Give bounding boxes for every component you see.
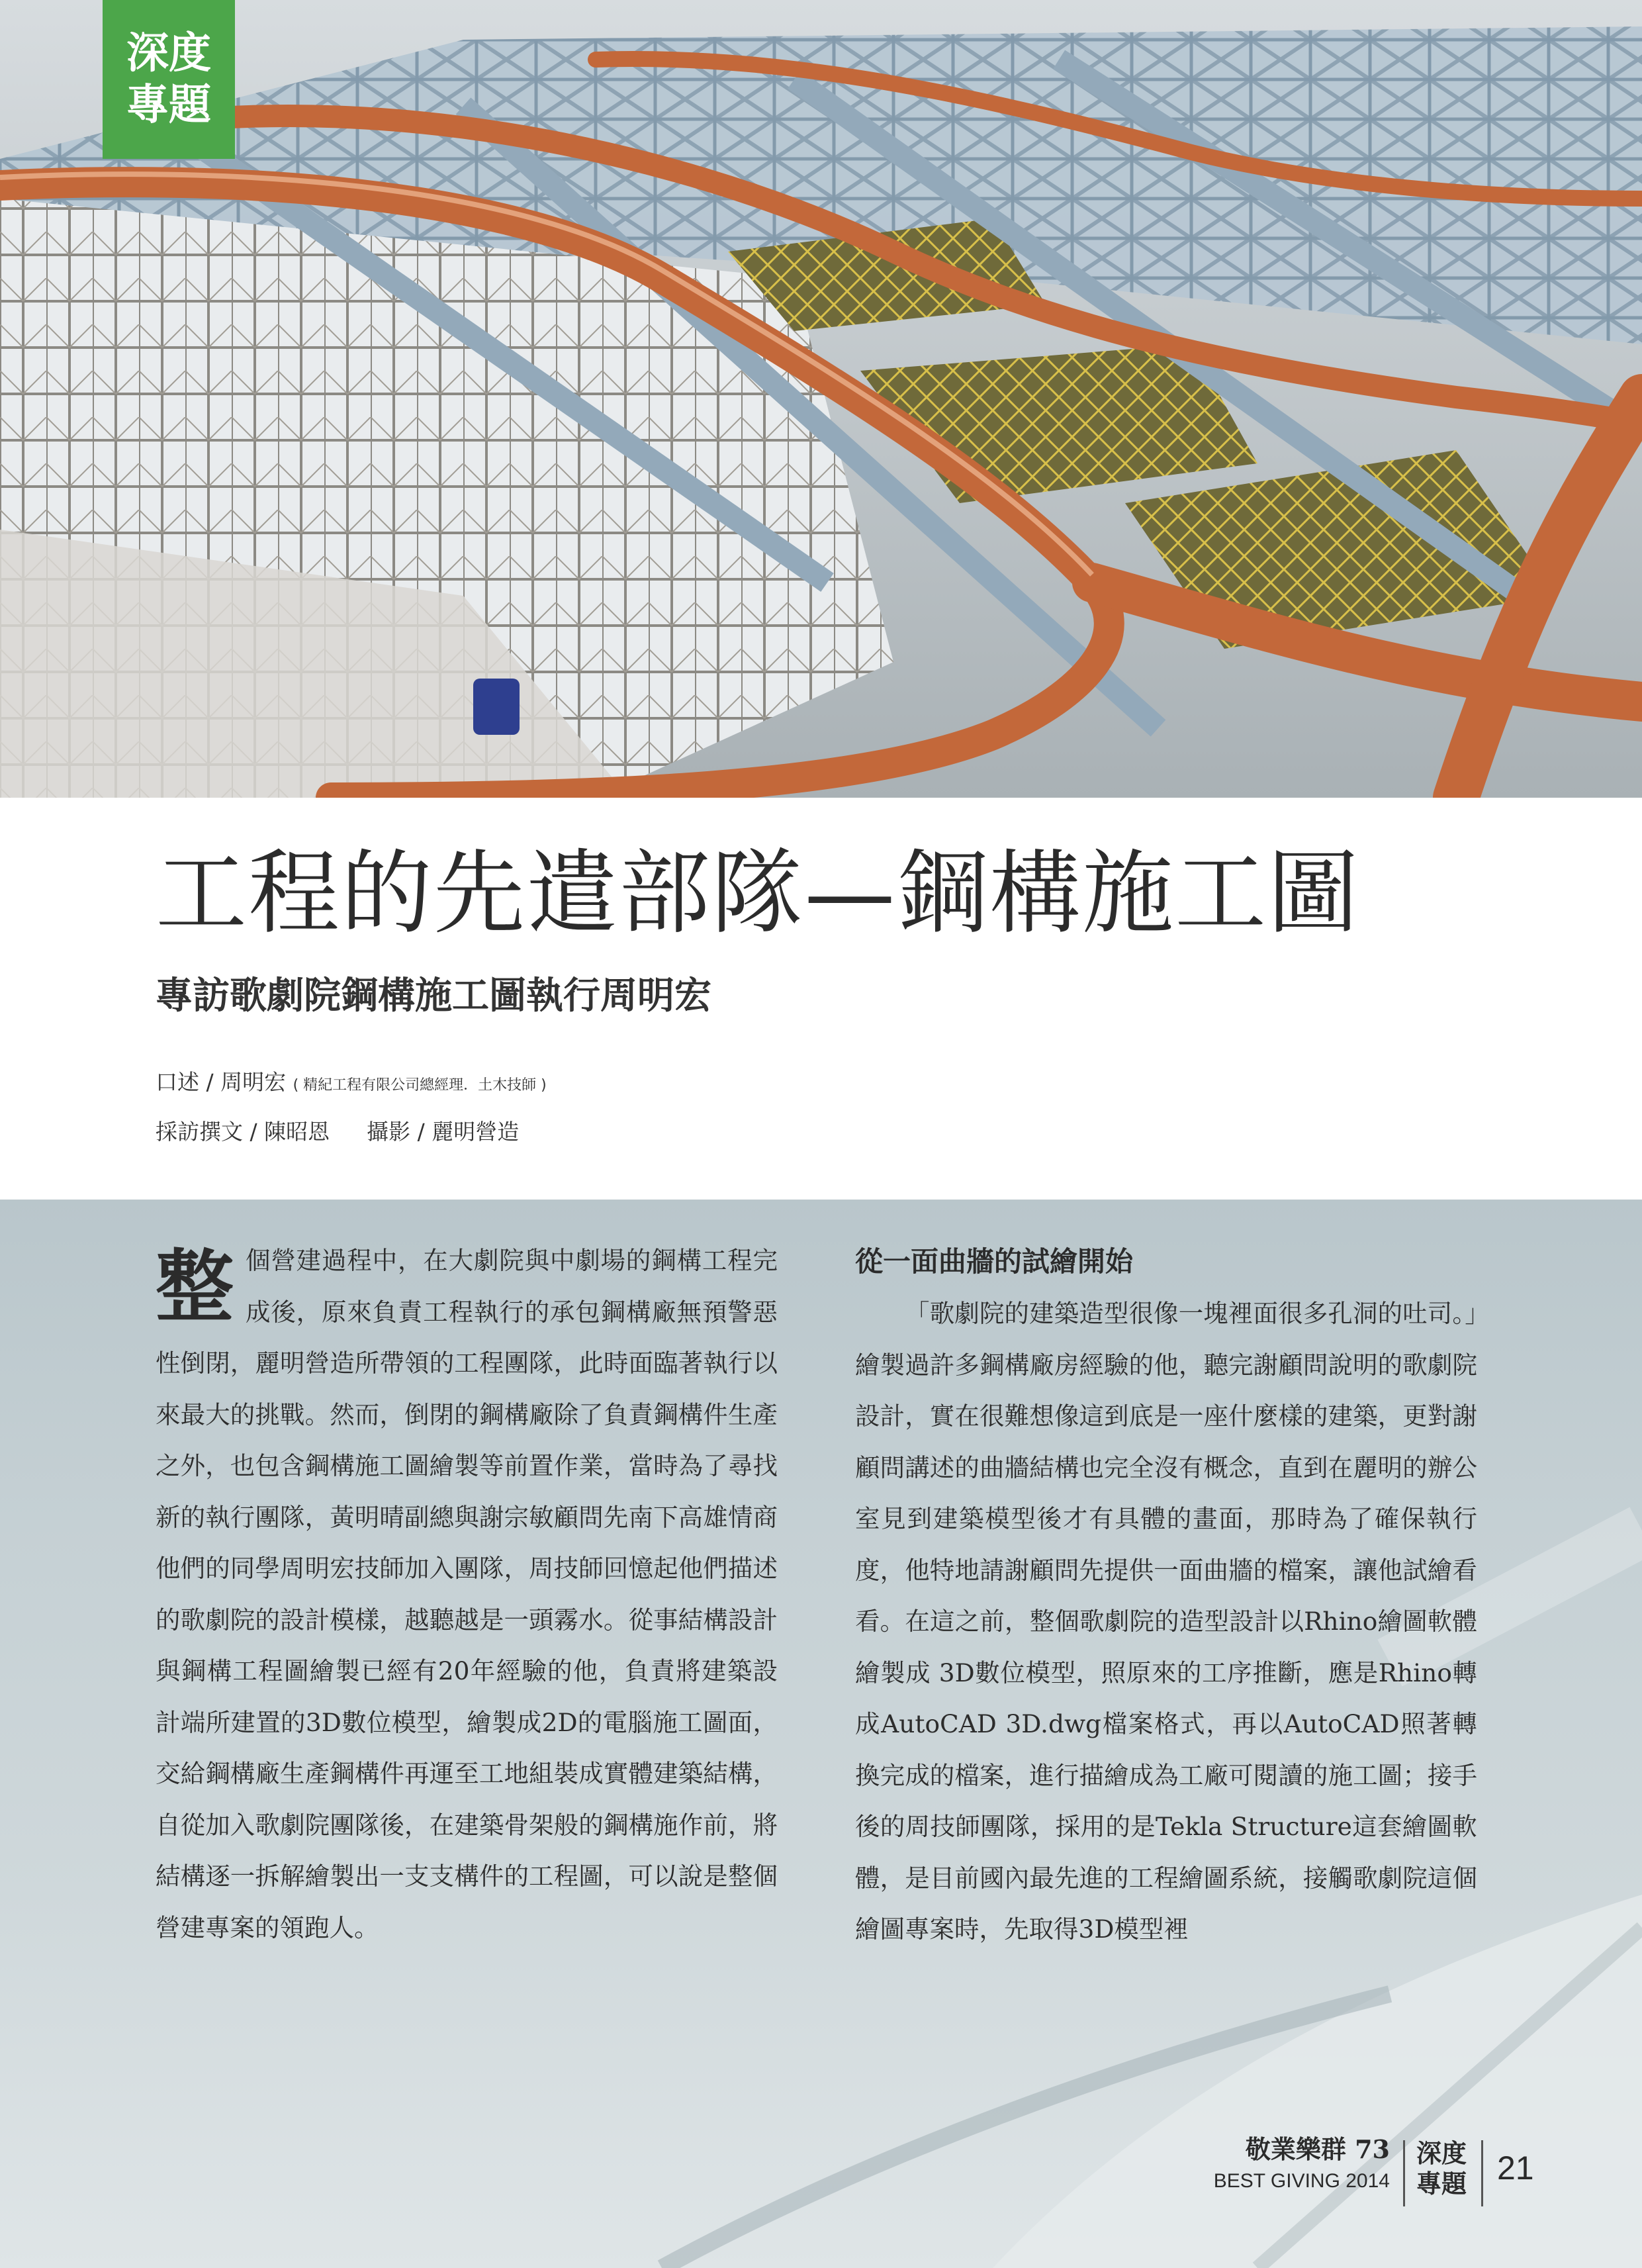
article-title: 工程的先遣部隊—鋼構施工圖 xyxy=(156,840,1361,947)
footer-section xyxy=(1415,2138,1468,2199)
credit-narrator-note: ( 精紀工程有限公司總經理．土木技師 ) xyxy=(293,1077,547,1094)
section-tag-line1: 深度 xyxy=(126,28,211,78)
right-paragraph: 「歌劇院的建築造型很像一塊裡面很多孔洞的吐司。」繪製過許多鋼構廠房經驗的他，聽完謝顧問說明的歌劇院設計，實在很難想像這到底是一座什麼樣的建築，更對謝顧問講述的曲牆結構也完全沒有概念，直到在麗明的辦公室見到建築模型後才有具體的畫面，那時為了確保執行度，他特地請謝顧問先提供一面曲牆的檔案，讓他試繪看看。在這之前，整個歌劇院的造型設計以Rhino繪圖軟體繪製成 3D數位模型，照原來的工序推斷，應是Rhino轉成AutoCAD 3D.dwg檔案格式，再以AutoCAD照著轉換完成的檔案，進行描繪成為工廠可閱讀的施工圖；接手後的周技師團隊，採用的是Tekla Structure這套繪圖軟體，是目前國內最先進的工程繪圖系統，接觸歌劇院這個繪圖專案時，先取得3D模型裡 xyxy=(855,1299,1477,1944)
hero-photo xyxy=(0,0,1642,798)
footer-section-line2: 專題 xyxy=(1416,2169,1467,2198)
left-paragraph xyxy=(156,1235,778,1954)
section-heading: 從一面曲牆的試繪開始 xyxy=(855,1245,1134,1278)
credits xyxy=(156,1059,547,1155)
credit-narrator xyxy=(156,1059,547,1109)
drop-cap: 整 xyxy=(156,1241,234,1333)
credit-writer-photo xyxy=(156,1109,547,1155)
right-column xyxy=(855,1235,1477,1956)
credit-interview: 採訪撰文 / 陳昭恩 xyxy=(156,1119,330,1145)
left-column xyxy=(156,1235,778,1954)
magazine-subtitle: BEST GIVING 2014 xyxy=(1213,2170,1390,2192)
footer-divider xyxy=(1403,2140,1405,2206)
section-tag xyxy=(103,0,235,159)
article-subtitle: 專訪歌劇院鋼構施工圖執行周明宏 xyxy=(156,974,711,1017)
magazine-name: 敬業樂群 73 xyxy=(1245,2134,1390,2164)
credit-narrator-name: 口述 / 周明宏 xyxy=(156,1069,287,1095)
footer-section-line1: 深度 xyxy=(1416,2138,1467,2168)
page-number: 21 xyxy=(1497,2150,1534,2187)
footer-divider xyxy=(1481,2140,1483,2206)
left-paragraph-text: 個營建過程中，在大劇院與中劇場的鋼構工程完成後，原來負責工程執行的承包鋼構廠無預警惡性倒閉，麗明營造所帶領的工程團隊，此時面臨著執行以來最大的挑戰。然而，倒閉的鋼構廠除了負責鋼構件生產之外，也包含鋼構施工圖繪製等前置作業，當時為了尋找新的執行團隊，黃明晴副總與謝宗敏顧問先南下高雄情商他們的同學周明宏技師加入團隊，周技師回憶起他們描述的歌劇院的設計模樣，越聽越是一頭霧水。從事結構設計與鋼構工程圖繪製已經有20年經驗的他，負責將建築設計端所建置的3D數位模型，繪製成2D的電腦施工圖面，交給鋼構廠生產鋼構件再運至工地組裝成實體建築結構，自從加入歌劇院團隊後，在建築骨架般的鋼構施作前，將結構逐一拆解繪製出一支支構件的工程圖，可以說是整個營建專案的領跑人。 xyxy=(156,1246,778,1942)
section-tag-line2: 專題 xyxy=(126,80,211,130)
credit-photo: 攝影 / 麗明營造 xyxy=(367,1119,520,1145)
steel-structure-illustration xyxy=(0,0,1642,798)
